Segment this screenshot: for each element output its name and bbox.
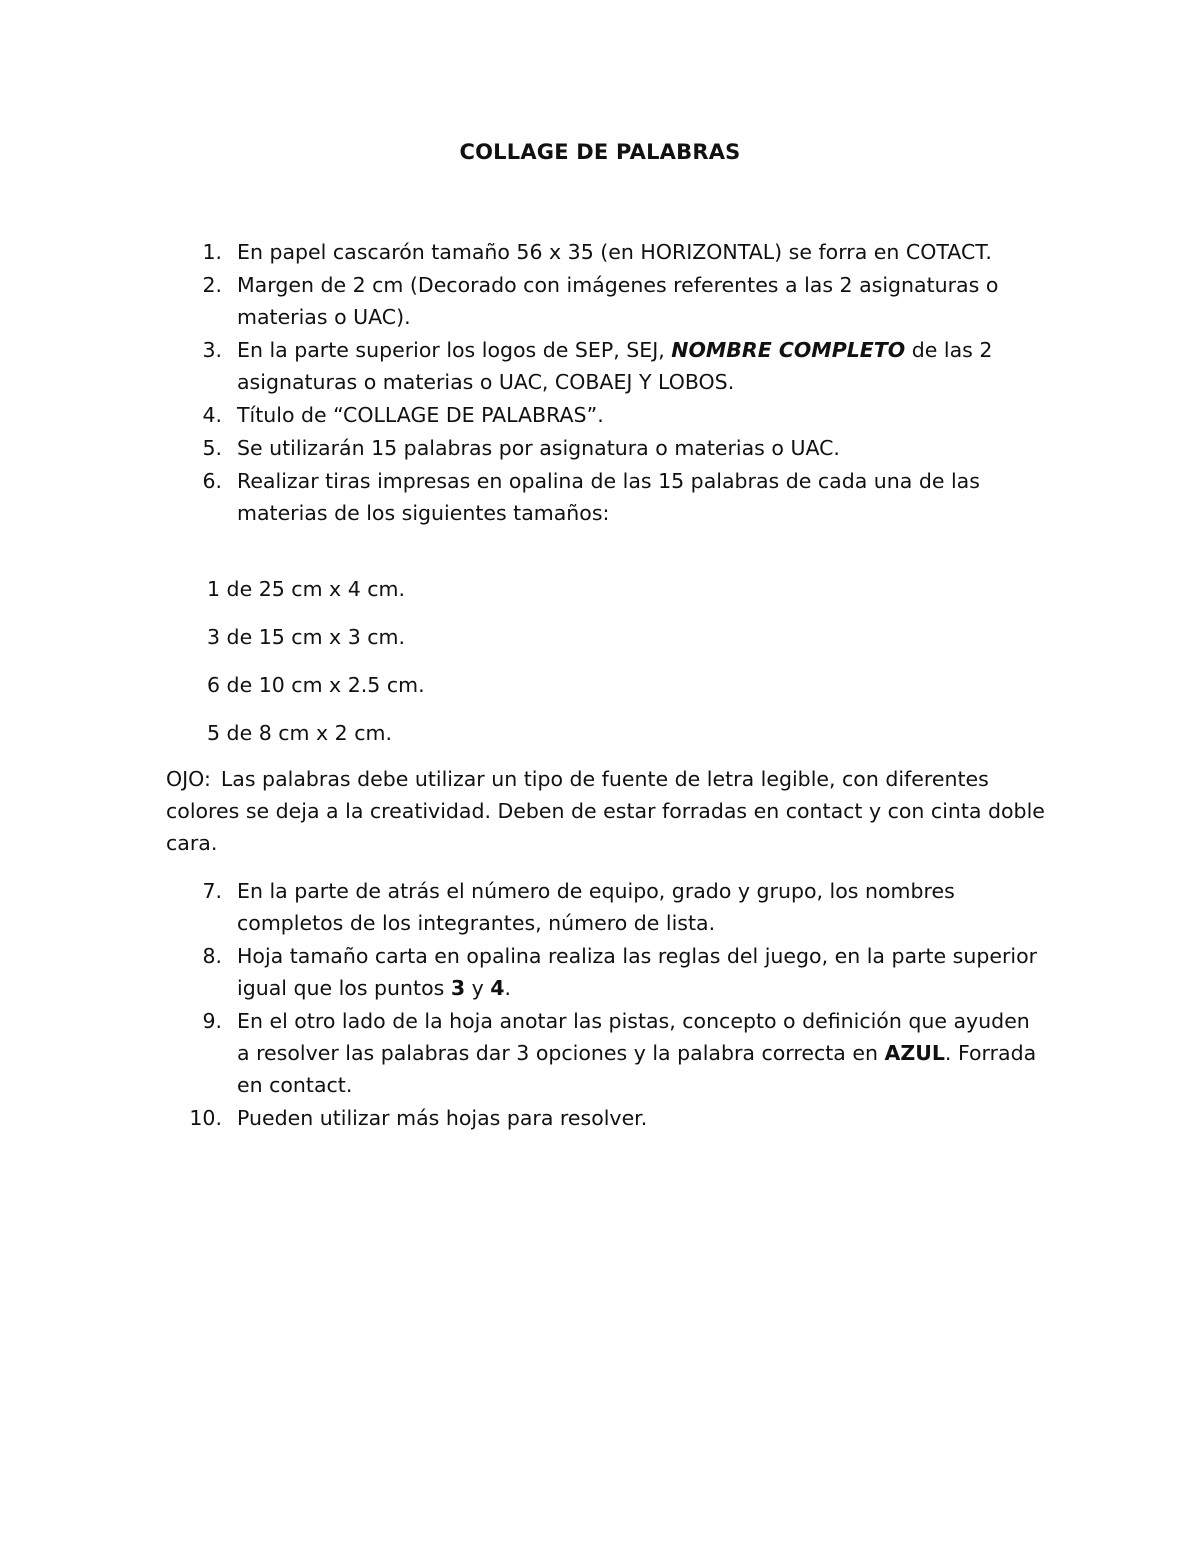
size-line: 5 de 8 cm x 2 cm. [207,721,392,745]
item-text-bold: 3 [450,976,466,1000]
item-text: Se utilizarán 15 palabras por asignatura o materias o UAC. [237,436,840,460]
list-item [166,432,1046,464]
list-item [166,1005,1046,1101]
item-text-mid: y [465,976,491,1000]
item-number: 5. [202,436,222,460]
note-paragraph [166,763,1046,859]
item-text [237,1009,1036,1097]
note-label: OJO: [166,767,211,791]
item-text [237,338,992,394]
item-text: Realizar tiras impresas en opalina de las 15 palabras de cada una de las materias de los siguientes tamaños: [237,469,980,525]
item-number: 6. [202,469,222,493]
item-text-pre: En la parte superior los logos de SEP, SEJ, [237,338,672,362]
item-number: 1. [202,240,222,264]
item-text-post: . [504,976,512,1000]
instructions-list-first [166,236,1046,530]
item-text: En la parte de atrás el número de equipo, grado y grupo, los nombres completos de los integrantes, número de lista. [237,879,955,935]
item-text: Título de “COLLAGE DE PALABRAS”. [237,403,604,427]
list-item [166,236,1046,268]
item-text-pre: En el otro lado de la hoja anotar las pistas, concepto o definición que ayuden a resolver las palabras dar 3 opciones y la palabra correcta en [237,1009,1030,1065]
instructions-list-second [166,875,1046,1135]
item-number: 10. [189,1106,222,1130]
item-text: En papel cascarón tamaño 56 x 35 (en HORIZONTAL) se forra en COTACT. [237,240,992,264]
item-text [237,944,1037,1000]
item-number: 4. [202,403,222,427]
list-item [166,334,1046,398]
size-line: 6 de 10 cm x 2.5 cm. [207,673,425,697]
item-text-pre: Hoja tamaño carta en opalina realiza las reglas del juego, en la parte superior igual que los puntos [237,944,1038,1000]
sizes-list [207,573,425,765]
list-item [166,399,1046,431]
item-number: 2. [202,273,222,297]
item-text-post: . Forrada en contact. [237,1041,1037,1097]
size-line: 3 de 15 cm x 3 cm. [207,625,406,649]
list-item [166,875,1046,939]
item-number: 3. [202,338,222,362]
item-text-bold: 4 [490,976,505,1000]
item-text: Margen de 2 cm (Decorado con imágenes referentes a las 2 asignaturas o materias o UAC). [237,273,999,329]
document-title: COLLAGE DE PALABRAS [459,140,741,164]
list-item [166,465,1046,529]
item-number: 7. [202,879,222,903]
item-text: Pueden utilizar más hojas para resolver. [237,1106,648,1130]
item-number: 9. [202,1009,222,1033]
list-item [166,1102,1046,1134]
note-text: Las palabras debe utilizar un tipo de fuente de letra legible, con diferentes colores se deja a la creatividad. Deben de estar forradas en contact y con cinta doble cara. [166,767,1045,855]
list-item [166,269,1046,333]
item-text-post: de las 2 asignaturas o materias o UAC, COBAEJ Y LOBOS. [237,338,993,394]
item-number: 8. [202,944,222,968]
item-text-bold: AZUL [884,1041,945,1065]
list-item [166,940,1046,1004]
item-text-emphasis: NOMBRE COMPLETO [671,338,906,362]
size-line: 1 de 25 cm x 4 cm. [207,577,406,601]
